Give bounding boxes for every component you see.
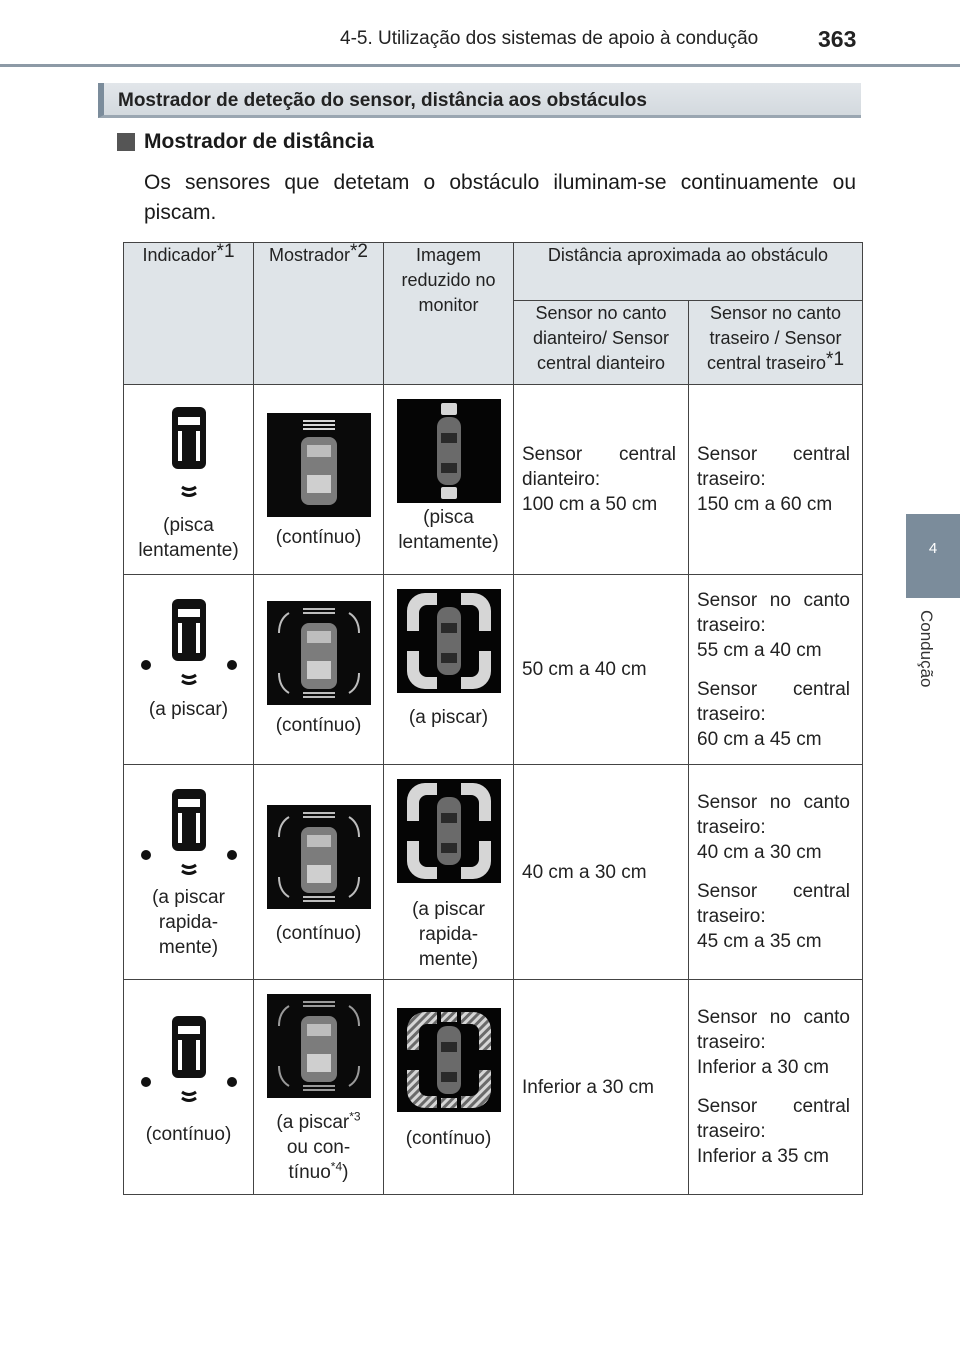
rear-corner-value: Inferior a 30 cm — [697, 1057, 829, 1078]
indicator-caption: (a piscar rapida- mente) — [152, 887, 225, 958]
header-distance: Distância aproximada ao obstáculo — [514, 243, 863, 301]
indicator-car-icon — [134, 403, 244, 513]
header-rear-sensor — [689, 301, 863, 385]
indicator-cell — [124, 385, 254, 575]
display-caption — [254, 1110, 383, 1185]
front-label: Sensor central dianteiro: — [522, 444, 676, 490]
front-value: Inferior a 30 cm — [522, 1076, 654, 1098]
indicator-car-icon — [134, 595, 244, 695]
header-rule — [0, 64, 960, 67]
front-distance-cell — [514, 980, 689, 1195]
display-car-icon — [267, 994, 371, 1098]
monitor-caption: (a piscar rapida- mente) — [412, 899, 485, 970]
indicator-caption: (a piscar) — [148, 699, 229, 720]
indicator-cell — [124, 575, 254, 765]
monitor-cell — [384, 575, 514, 765]
subsection-title: Mostrador de distância — [144, 130, 374, 153]
indicator-car-icon — [134, 1012, 244, 1112]
header-section: 4-5. Utilização dos sistemas de apoio à condução — [340, 28, 759, 49]
intro-text: Os sensores que detetam o obstáculo iluminam-se continuamente ou piscam. — [144, 171, 856, 224]
front-value: 50 cm a 40 cm — [522, 659, 647, 680]
header-indicator — [124, 243, 254, 385]
header-indicator-label: Indicador — [142, 245, 217, 265]
footnote-3: *3 — [349, 1109, 361, 1124]
rear-corner-label: Sensor no canto traseiro: — [697, 1007, 850, 1053]
rear-value: 150 cm a 60 cm — [697, 494, 833, 515]
table-row — [124, 765, 863, 980]
rear-corner-label: Sensor no canto traseiro: — [697, 589, 850, 636]
section-title-bar — [98, 83, 861, 118]
rear-center-label: Sensor central traseiro: — [697, 678, 850, 725]
monitor-cell — [384, 980, 514, 1195]
monitor-caption: (a piscar) — [408, 707, 489, 728]
header-display-label: Mostrador — [269, 245, 351, 265]
rear-corner-value: 40 cm a 30 cm — [697, 842, 822, 863]
display-caption-part-a: (a piscar — [276, 1112, 350, 1133]
indicator-cell — [124, 980, 254, 1195]
header-monitor: Imagem reduzido no monitor — [384, 243, 514, 385]
rear-corner-value: 55 cm a 40 cm — [697, 639, 822, 661]
rear-center-value: Inferior a 35 cm — [697, 1146, 829, 1167]
display-caption: (contínuo) — [275, 923, 362, 944]
square-bullet-icon — [117, 133, 135, 151]
display-car-icon — [267, 601, 371, 705]
table-row — [124, 385, 863, 575]
rear-corner-label: Sensor no canto traseiro: — [697, 792, 850, 838]
display-caption: (contínuo) — [275, 527, 362, 548]
indicator-cell — [124, 765, 254, 980]
header-rear-label: Sensor no canto traseiro / Sensor central traseiro — [706, 303, 842, 373]
front-distance-cell — [514, 765, 689, 980]
rear-center-value: 60 cm a 45 cm — [697, 728, 822, 750]
rear-distance-cell — [689, 980, 863, 1195]
side-tab-label: Condução — [917, 610, 936, 688]
display-cell — [254, 980, 384, 1195]
monitor-caption: (contínuo) — [405, 1128, 492, 1149]
indicator-car-icon — [134, 785, 244, 885]
side-tab-number: 4 — [928, 540, 938, 557]
rear-center-value: 45 cm a 35 cm — [697, 931, 822, 952]
footnote-1-rear: *1 — [826, 349, 845, 370]
distance-table — [123, 242, 863, 1195]
header-display — [254, 243, 384, 385]
footnote-2: *2 — [350, 241, 368, 262]
indicator-caption: (pisca lentamente) — [138, 515, 239, 561]
display-car-icon — [267, 805, 371, 909]
monitor-caption: (pisca lentamente) — [398, 507, 499, 553]
display-caption: (contínuo) — [275, 715, 362, 736]
section-title: Mostrador de deteção do sensor, distância aos obstáculos — [118, 90, 647, 111]
front-distance-cell — [514, 385, 689, 575]
monitor-car-icon — [397, 1008, 501, 1112]
display-cell — [254, 765, 384, 980]
display-car-icon — [267, 413, 371, 517]
rear-distance-cell — [689, 765, 863, 980]
display-caption-part-b: ou con- tínuo — [286, 1137, 351, 1183]
monitor-car-icon — [397, 779, 501, 883]
front-value: 100 cm a 50 cm — [522, 494, 658, 515]
indicator-caption: (contínuo) — [145, 1124, 232, 1145]
monitor-cell — [384, 765, 514, 980]
display-caption-part-c: ) — [342, 1162, 349, 1183]
page-number: 363 — [818, 26, 857, 52]
footnote-4: *4 — [330, 1159, 343, 1174]
header-front-sensor: Sensor no canto dianteiro/ Sensor central dianteiro — [514, 301, 689, 385]
rear-distance-cell — [689, 385, 863, 575]
rear-label: Sensor central traseiro: — [697, 444, 850, 490]
display-cell — [254, 575, 384, 765]
rear-distance-cell — [689, 575, 863, 765]
monitor-car-icon — [397, 399, 501, 503]
monitor-cell — [384, 385, 514, 575]
display-cell — [254, 385, 384, 575]
monitor-car-icon — [397, 589, 501, 693]
rear-center-label: Sensor central traseiro: — [697, 881, 850, 927]
footnote-1: *1 — [216, 241, 235, 262]
table-row — [124, 980, 863, 1195]
rear-center-label: Sensor central traseiro: — [697, 1096, 850, 1142]
table-row — [124, 575, 863, 765]
front-distance-cell — [514, 575, 689, 765]
front-value: 40 cm a 30 cm — [522, 861, 647, 883]
